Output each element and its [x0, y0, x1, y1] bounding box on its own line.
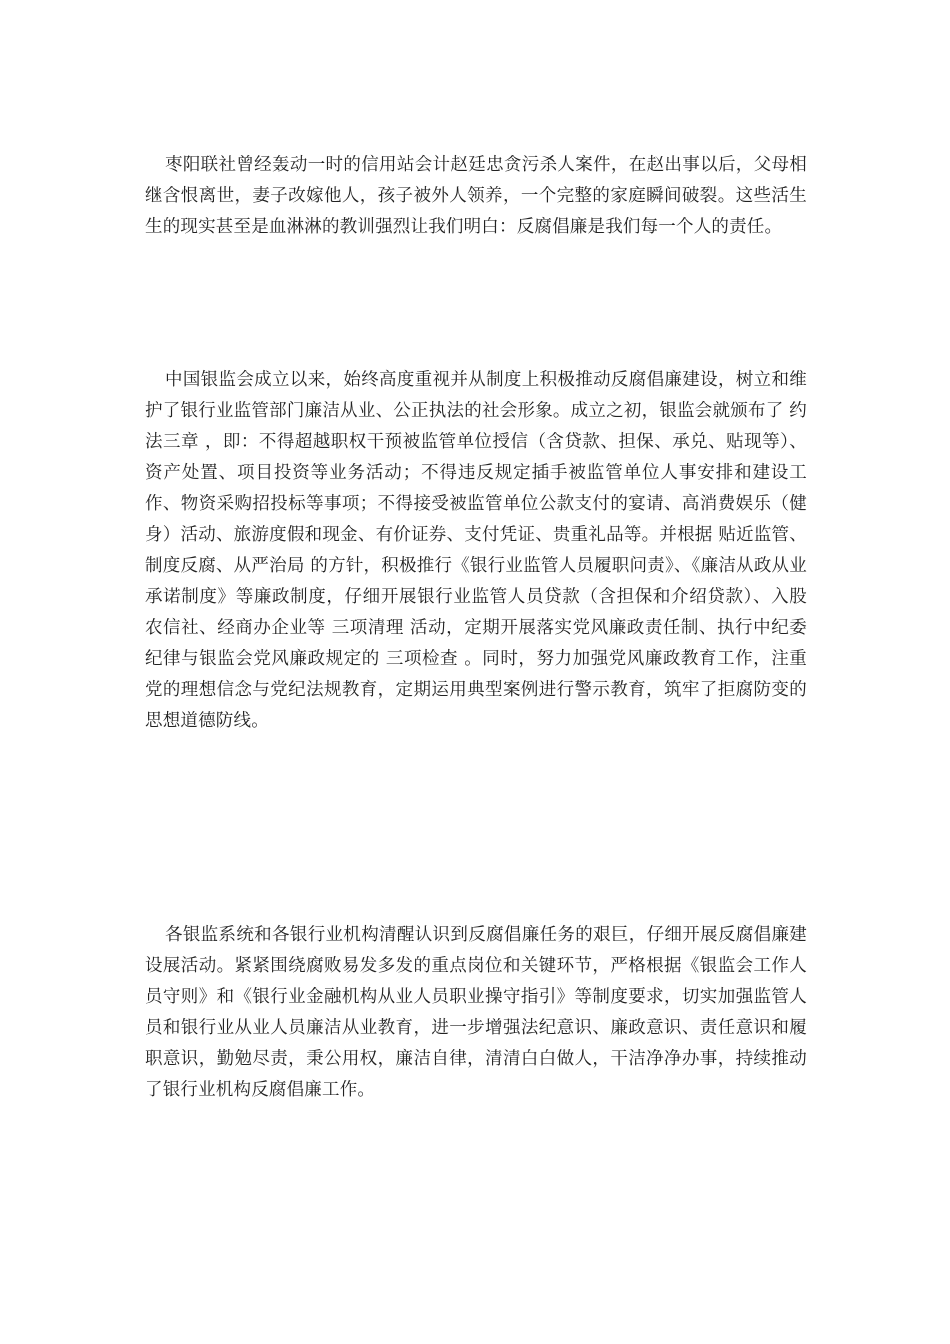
- paragraph-1: 枣阳联社曾经轰动一时的信用站会计赵廷忠贪污杀人案件，在赵出事以后，父母相继含恨离世，妻子改嫁他人，孩子被外人领养，一个完整的家庭瞬间破裂。这些活生生的现实甚至是血淋淋的教训强烈让我们明白：反腐倡廉是我们每一个人的责任。: [145, 155, 807, 237]
- paragraph-3: 各银监系统和各银行业机构清醒认识到反腐倡廉任务的艰巨，仔细开展反腐倡廉建设展活动。紧紧围绕腐败易发多发的重点岗位和关键环节，严格根据《银监会工作人员守则》和《银行业金融机构从业人员职业操守指引》等制度要求，切实加强监管人员和银行业从业人员廉洁从业教育，进一步增强法纪意识、廉政意识、责任意识和履职意识，勤勉尽责，秉公用权，廉洁自律，清清白白做人，干洁净净办事，持续推动了银行业机构反腐倡廉工作。: [145, 925, 807, 1100]
- paragraph-2: 中国银监会成立以来，始终高度重视并从制度上积极推动反腐倡廉建设，树立和维护了银行业监管部门廉洁从业、公正执法的社会形象。成立之初，银监会就颁布了 约法三章 ，即：不得超越职权干预被监管单位授信（含贷款、担保、承兑、贴现等）、资产处置、项目投资等业务活动；不得违反规定插手被监管单位人事安排和建设工作、物资采购招投标等事项；不得接受被监管单位公款支付的宴请、高消费娱乐（健身）活动、旅游度假和现金、有价证券、支付凭证、贵重礼品等。并根据 贴近监管、制度反腐、从严治局 的方针，积极推行《银行业监管人员履职问责》、《廉洁从政从业承诺制度》等廉政制度，仔细开展银行业监管人员贷款（含担保和介绍贷款）、入股农信社、经商办企业等 三项清理 活动，定期开展落实党风廉政责任制、执行中纪委纪律与银监会党风廉政规定的 三项检查 。同时，努力加强党风廉政教育工作，注重党的理想信念与党纪法规教育，定期运用典型案例进行警示教育，筑牢了拒腐防变的思想道德防线。: [145, 370, 807, 731]
